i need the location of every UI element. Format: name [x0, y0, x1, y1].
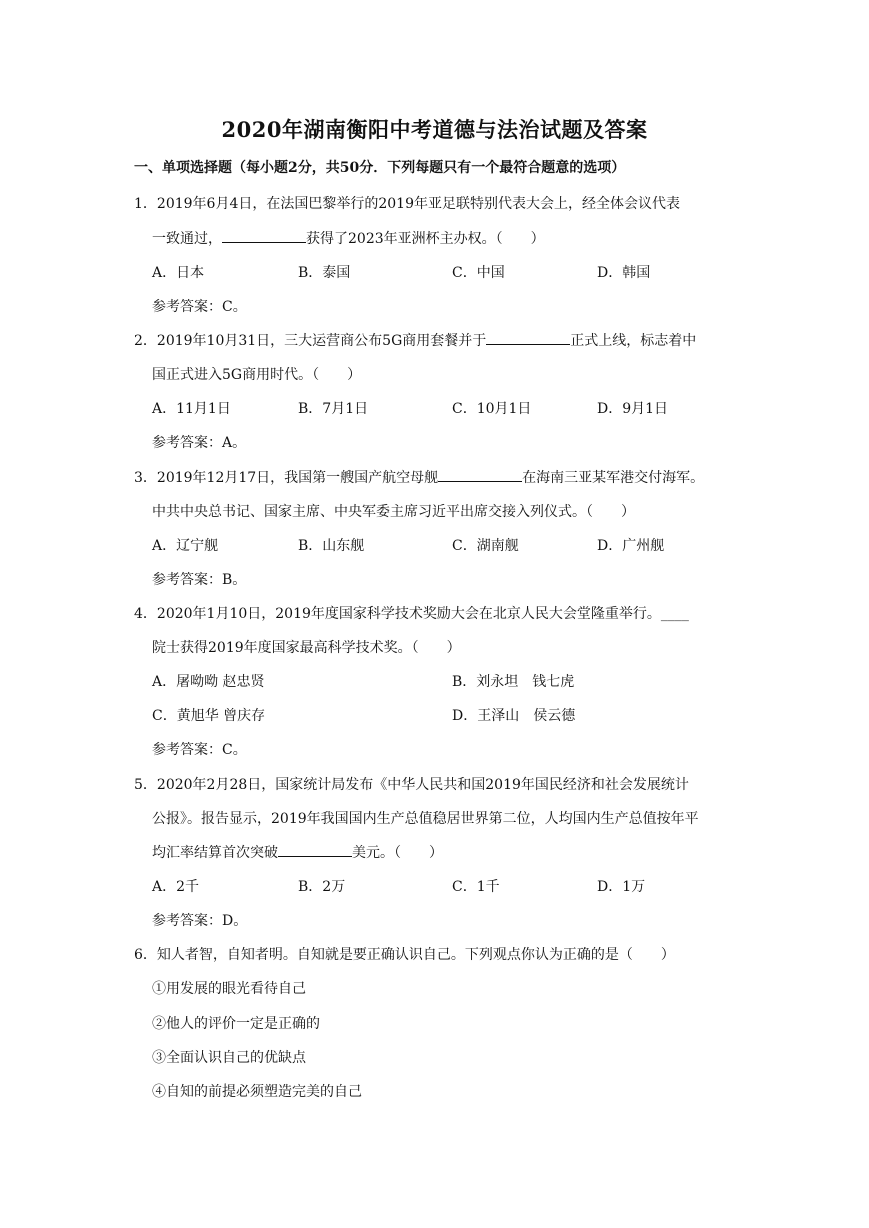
answer-key: 参考答案：A。: [152, 435, 247, 451]
question-5-stem-text: 均汇率结算首次突破: [152, 845, 278, 861]
option-a: A．日本: [152, 265, 205, 281]
statement-2: ②他人的评价一定是正确的: [152, 1016, 320, 1032]
option-d: D．9月1日: [597, 401, 669, 417]
question-4-stem-line2: 院士获得2019年度国家最高科学技术奖。（ ）: [152, 640, 461, 656]
option-d: D．王泽山 侯云德: [452, 708, 576, 724]
question-2-stem-line1: [134, 330, 696, 350]
option-b: B．2万: [298, 879, 346, 895]
answer-blank: [486, 330, 570, 345]
answer-key: 参考答案：C。: [152, 299, 247, 315]
answer-key: 参考答案：D。: [152, 913, 248, 929]
statement-1: ①用发展的眼光看待自己: [152, 981, 306, 997]
question-5-stem-line1: 5．2020年2月28日，国家统计局发布《中华人民共和国2019年国民经济和社会发展统计: [134, 777, 689, 793]
option-c: C．1千: [452, 879, 500, 895]
option-c: C．10月1日: [452, 401, 532, 417]
question-3-stem-text: 3．2019年12月17日，我国第一艘国产航空母舰: [134, 470, 439, 486]
option-a: A．2千: [152, 879, 200, 895]
answer-key: 参考答案：C。: [152, 742, 247, 758]
option-c: C．湖南舰: [452, 538, 519, 554]
question-4-stem-line1: 4．2020年1月10日，2019年度国家科学技术奖励大会在北京人民大会堂隆重举行。____: [134, 606, 689, 622]
option-b: B．山东舰: [298, 538, 365, 554]
question-3-stem-text-cont: 在海南三亚某军港交付海军。: [522, 470, 705, 486]
answer-blank: [222, 228, 306, 243]
statement-3: ③全面认识自己的优缺点: [152, 1050, 306, 1066]
question-2-stem-text: 2．2019年10月31日，三大运营商公布5G商用套餐并于: [134, 333, 487, 349]
section-heading: 一、单项选择题（每小题2分，共50分．下列每题只有一个最符合题意的选项）: [134, 160, 626, 176]
option-a: A．11月1日: [152, 401, 231, 417]
question-1-stem-text-cont: 获得了2023年亚洲杯主办权。（ ）: [306, 231, 545, 247]
option-b: B．泰国: [298, 265, 351, 281]
answer-key: 参考答案：B。: [152, 572, 247, 588]
option-d: D．1万: [597, 879, 646, 895]
question-2-stem-line2: 国正式进入5G商用时代。（ ）: [152, 367, 362, 383]
question-5-stem-text-cont: 美元。（ ）: [352, 845, 443, 861]
question-5-stem-line2: 公报》。报告显示，2019年我国国内生产总值稳居世界第二位，人均国内生产总值按年平: [152, 811, 699, 827]
question-3-stem-line1: [134, 467, 704, 487]
answer-blank: [278, 842, 352, 857]
option-d: D．韩国: [597, 265, 651, 281]
question-1-stem-line2: [152, 228, 545, 248]
option-a: A．辽宁舰: [152, 538, 219, 554]
question-3-stem-line2: 中共中央总书记、国家主席、中央军委主席习近平出席交接入列仪式。（ ）: [152, 504, 635, 520]
option-c: C．黄旭华 曾庆存: [152, 708, 266, 724]
statement-4: ④自知的前提必须塑造完美的自己: [152, 1084, 362, 1100]
option-b: B．7月1日: [298, 401, 369, 417]
question-2-stem-text-cont: 正式上线，标志着中: [570, 333, 697, 349]
question-1-stem-line1: 1．2019年6月4日，在法国巴黎举行的2019年亚足联特别代表大会上，经全体会议代表: [134, 196, 680, 212]
option-b: B．刘永坦 钱七虎: [452, 674, 575, 690]
option-c: C．中国: [452, 265, 505, 281]
question-5-stem-line3: [152, 842, 443, 862]
question-6-stem-line1: 6．知人者智，自知者明。自知就是要正确认识自己。下列观点你认为正确的是（ ）: [134, 947, 675, 963]
option-a: A．屠呦呦 赵忠贤: [152, 674, 265, 690]
option-d: D．广州舰: [597, 538, 665, 554]
question-1-stem-text: 一致通过，: [152, 231, 222, 247]
answer-blank: [438, 467, 522, 482]
exam-title: 2020年湖南衡阳中考道德与法治试题及答案: [221, 117, 648, 142]
